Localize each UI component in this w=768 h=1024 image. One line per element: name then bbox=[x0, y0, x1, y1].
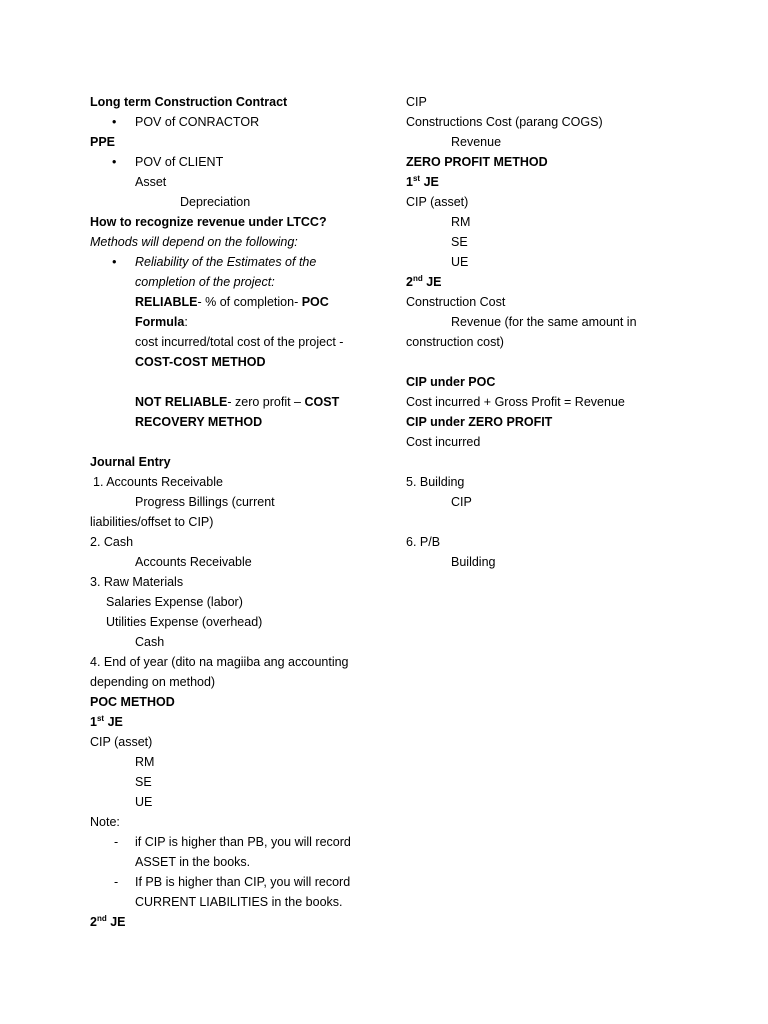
bullet-item bbox=[90, 152, 370, 172]
rm-line: RM bbox=[451, 215, 471, 229]
second-je-heading bbox=[90, 912, 370, 932]
je-line: liabilities/offset to CIP) bbox=[90, 515, 214, 529]
ue-line: UE bbox=[451, 255, 469, 269]
je-word: JE bbox=[426, 275, 442, 289]
je-line: Progress Billings (current bbox=[135, 495, 275, 509]
spacer bbox=[406, 452, 706, 472]
revenue-same-line: Revenue (for the same amount in bbox=[451, 315, 637, 329]
revenue-line: Revenue bbox=[451, 135, 502, 149]
spacer bbox=[90, 372, 370, 392]
cip-poc-heading: CIP under POC bbox=[406, 375, 496, 389]
reliable-text: - % of completion- bbox=[197, 295, 299, 309]
note-item bbox=[90, 872, 370, 892]
dash-marker: - bbox=[114, 835, 119, 849]
je-line: 1. Accounts Receivable bbox=[93, 475, 223, 489]
cost-label: COST bbox=[304, 395, 340, 409]
reliable-line bbox=[90, 292, 370, 312]
ordinal-suffix: st bbox=[96, 714, 105, 723]
recovery-method: RECOVERY METHOD bbox=[135, 415, 263, 429]
depreciation-line: Depreciation bbox=[180, 195, 251, 209]
cip-line: CIP bbox=[406, 95, 427, 109]
poc-label: POC bbox=[301, 295, 329, 309]
asset-line: Asset bbox=[135, 175, 167, 189]
note-cont: ASSET in the books. bbox=[135, 855, 251, 869]
cost-cost-method: COST-COST METHOD bbox=[135, 355, 266, 369]
bullet-item bbox=[90, 112, 370, 132]
je-line: Utilities Expense (overhead) bbox=[106, 615, 263, 629]
se-line: SE bbox=[135, 775, 152, 789]
dash-marker: - bbox=[114, 875, 119, 889]
cip-credit-line: CIP bbox=[451, 495, 472, 509]
building-entry: 5. Building bbox=[406, 475, 465, 489]
je-word: JE bbox=[423, 175, 439, 189]
right-column bbox=[406, 92, 706, 572]
not-reliable-text: - zero profit – bbox=[227, 395, 301, 409]
note-label: Note: bbox=[90, 815, 120, 829]
reliable-label: RELIABLE bbox=[135, 295, 198, 309]
je-line: Salaries Expense (labor) bbox=[106, 595, 243, 609]
formula-colon: : bbox=[184, 315, 188, 329]
bullet-marker: • bbox=[112, 255, 117, 269]
bullet-marker: • bbox=[112, 155, 117, 169]
journal-entry-heading: Journal Entry bbox=[90, 455, 171, 469]
question-heading: How to recognize revenue under LTCC? bbox=[90, 215, 327, 229]
spacer bbox=[90, 432, 370, 452]
reliability-cont: completion of the project: bbox=[135, 275, 275, 289]
bullet-item bbox=[90, 252, 370, 272]
cost-incurred-line: Cost incurred bbox=[406, 435, 481, 449]
je-word: JE bbox=[110, 915, 126, 929]
rm-line: RM bbox=[135, 755, 155, 769]
formula-line bbox=[90, 312, 370, 332]
spacer bbox=[406, 512, 706, 532]
ordinal-suffix: nd bbox=[412, 274, 423, 283]
section-title: Long term Construction Contract bbox=[90, 95, 288, 109]
methods-line: Methods will depend on the following: bbox=[90, 235, 298, 249]
ue-line: UE bbox=[135, 795, 153, 809]
je-word: JE bbox=[107, 715, 123, 729]
note-text: If PB is higher than CIP, you will record bbox=[135, 875, 351, 889]
je-line: 2. Cash bbox=[90, 535, 134, 549]
ordinal-suffix: st bbox=[412, 174, 421, 183]
pb-entry: 6. P/B bbox=[406, 535, 441, 549]
ordinal-suffix: nd bbox=[96, 914, 107, 923]
se-line: SE bbox=[451, 235, 468, 249]
poc-method-heading: POC METHOD bbox=[90, 695, 175, 709]
revenue-same-cont: construction cost) bbox=[406, 335, 504, 349]
je-line: Cash bbox=[135, 635, 165, 649]
note-item bbox=[90, 832, 370, 852]
first-je-heading bbox=[406, 172, 706, 192]
cip-asset-line: CIP (asset) bbox=[90, 735, 153, 749]
note-text: if CIP is higher than PB, you will record bbox=[135, 835, 351, 849]
not-reliable-line bbox=[90, 392, 370, 412]
formula-text: cost incurred/total cost of the project - bbox=[135, 335, 344, 349]
cip-poc-formula: Cost incurred + Gross Profit = Revenue bbox=[406, 395, 625, 409]
constructions-cost-line: Constructions Cost (parang COGS) bbox=[406, 115, 603, 129]
bullet-marker: • bbox=[112, 115, 117, 129]
ordinal-number: 2 bbox=[406, 275, 413, 289]
second-je-heading bbox=[406, 272, 706, 292]
ordinal-number: 2 bbox=[90, 915, 97, 929]
cip-zero-heading: CIP under ZERO PROFIT bbox=[406, 415, 553, 429]
construction-cost-line: Construction Cost bbox=[406, 295, 506, 309]
cip-asset-line: CIP (asset) bbox=[406, 195, 469, 209]
spacer bbox=[406, 352, 706, 372]
left-column bbox=[90, 92, 370, 932]
zero-profit-heading: ZERO PROFIT METHOD bbox=[406, 155, 548, 169]
je-line: 3. Raw Materials bbox=[90, 575, 184, 589]
je-line: depending on method) bbox=[90, 675, 216, 689]
ordinal-number: 1 bbox=[406, 175, 413, 189]
ppe-heading: PPE bbox=[90, 135, 116, 149]
note-cont: CURRENT LIABILITIES in the books. bbox=[135, 895, 343, 909]
formula-label: Formula bbox=[135, 315, 185, 329]
bullet-text: POV of CONRACTOR bbox=[135, 115, 260, 129]
not-reliable-label: NOT RELIABLE bbox=[135, 395, 228, 409]
je-line: 4. End of year (dito na magiiba ang accounting bbox=[90, 655, 349, 669]
building-credit-line: Building bbox=[451, 555, 496, 569]
bullet-text: POV of CLIENT bbox=[135, 155, 224, 169]
first-je-heading bbox=[90, 712, 370, 732]
ordinal-number: 1 bbox=[90, 715, 97, 729]
bullet-text: Reliability of the Estimates of the bbox=[135, 255, 317, 269]
je-line: Accounts Receivable bbox=[135, 555, 252, 569]
